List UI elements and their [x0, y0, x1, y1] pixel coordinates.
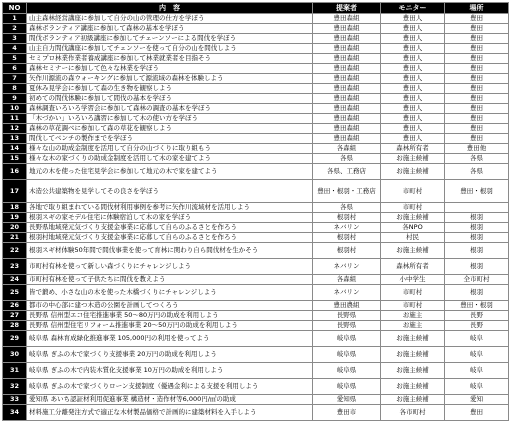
- table-row: [3, 347, 509, 363]
- row-monitor: 豊田人: [381, 14, 445, 24]
- row-content: 森林の草花調べに参加して森の草花を観察しよう: [27, 124, 313, 134]
- row-place: 根羽: [445, 243, 509, 259]
- row-monitor: 各NPO: [381, 223, 445, 233]
- header-place: 場所: [445, 3, 509, 14]
- table-row: [3, 311, 509, 321]
- row-monitor: 豊田人: [381, 104, 445, 114]
- row-content: 根羽村地域発元気づくり支援金事業に応募して自らのふるさとを作ろう: [27, 233, 313, 243]
- row-no: 13: [3, 134, 27, 144]
- row-content: 材料施工分離発注方式で適正な木材製品価格で計画的に建築材料を入手しよう: [27, 405, 313, 421]
- table-row: [3, 321, 509, 331]
- row-monitor: 市町村: [381, 203, 445, 213]
- row-place: 豊田: [445, 94, 509, 104]
- row-content: 山主森林経営講座に参加して自分の山の管理の仕方を学ぼう: [27, 14, 313, 24]
- row-monitor: 豊田人: [381, 134, 445, 144]
- row-place: 岐阜: [445, 379, 509, 395]
- row-content: 「木づかい」いろいろ講習に参加して木の使い方を学ぼう: [27, 114, 313, 124]
- row-proposer: 各県: [313, 154, 381, 164]
- row-no: 11: [3, 114, 27, 124]
- row-place: 長野: [445, 311, 509, 321]
- row-proposer: 豊田市: [313, 405, 381, 421]
- row-place: 豊田: [445, 405, 509, 421]
- table-row: [3, 14, 509, 24]
- table-row: [3, 124, 509, 134]
- row-no: 30: [3, 347, 27, 363]
- row-monitor: 豊田人: [381, 74, 445, 84]
- row-proposer: 愛知県: [313, 395, 381, 405]
- row-place: 根羽: [445, 213, 509, 223]
- row-content: 森林調査いろいろ学習会に参加して森林の調査の基本を学ぼう: [27, 104, 313, 114]
- row-place: 豊田・根羽: [445, 180, 509, 203]
- row-no: 1: [3, 14, 27, 24]
- row-no: 21: [3, 233, 27, 243]
- row-proposer: 豊田森組: [313, 94, 381, 104]
- row-content: 長野県 信州型住宅リフォーム推進事業 20〜50万円の助成を利用しよう: [27, 321, 313, 331]
- row-proposer: ネバリン: [313, 259, 381, 275]
- row-proposer: 岐阜県: [313, 379, 381, 395]
- row-place: 豊田: [445, 74, 509, 84]
- row-place: 豊田: [445, 114, 509, 124]
- row-monitor: 豊田人: [381, 24, 445, 34]
- row-no: 20: [3, 223, 27, 233]
- row-place: 豊田: [445, 84, 509, 94]
- row-place: 豊田: [445, 134, 509, 144]
- table-row: [3, 104, 509, 114]
- row-proposer: 岐阜県: [313, 347, 381, 363]
- row-monitor: お施主候補: [381, 363, 445, 379]
- row-proposer: 豊田森組: [313, 134, 381, 144]
- row-place: 岐阜: [445, 347, 509, 363]
- table-row: [3, 363, 509, 379]
- row-place: 各県: [445, 154, 509, 164]
- row-no: 24: [3, 275, 27, 285]
- row-content: 長野県地域発元気づくり支援金事業に応募して自らのふるさとを作ろう: [27, 223, 313, 233]
- row-place: 各県: [445, 164, 509, 180]
- row-monitor: お施主候補: [381, 395, 445, 405]
- row-proposer: 岐阜県: [313, 363, 381, 379]
- row-monitor: お施主候補: [381, 331, 445, 347]
- row-proposer: 長野県: [313, 311, 381, 321]
- row-proposer: 各森組: [313, 144, 381, 154]
- row-place: 豊田: [445, 124, 509, 134]
- row-monitor: お施主候補: [381, 243, 445, 259]
- table-row: [3, 134, 509, 144]
- table-row: [3, 84, 509, 94]
- row-monitor: お施主候補: [381, 379, 445, 395]
- table-row: [3, 213, 509, 223]
- row-content: 岐阜県 ぎふの木で家づくりローン支援制度（優遇金利による支援を利用しよう: [27, 379, 313, 395]
- row-place: 豊田・根羽: [445, 301, 509, 311]
- row-content: 根羽スギの家モデル住宅に体験宿泊して木の家を学ぼう: [27, 213, 313, 223]
- row-monitor: 森林所有者: [381, 144, 445, 154]
- row-content: 岐阜県 ぎふの木で家づくり支援事業 20万円の助成を利用しよう: [27, 347, 313, 363]
- header-no: NO: [3, 3, 27, 14]
- row-content: 岐阜県 ぎふの木で内装木質化支援事業 10万円の助成を利用しよう: [27, 363, 313, 379]
- row-content: 岐阜県 森林育成緑化推進事業 105,000円の利用を使ってよう: [27, 331, 313, 347]
- row-place: 根羽: [445, 259, 509, 275]
- row-place: 豊田: [445, 14, 509, 24]
- row-place: 全市町村: [445, 275, 509, 285]
- row-place: 愛知: [445, 395, 509, 405]
- row-proposer: 根羽村: [313, 213, 381, 223]
- table-row: [3, 34, 509, 44]
- row-place: 豊田: [445, 54, 509, 64]
- row-place: [445, 203, 509, 213]
- table-row: [3, 243, 509, 259]
- row-monitor: 小中学生: [381, 275, 445, 285]
- table-row: [3, 164, 509, 180]
- row-place: 根羽: [445, 233, 509, 243]
- row-place: 岐阜: [445, 363, 509, 379]
- row-no: 2: [3, 24, 27, 34]
- row-no: 33: [3, 395, 27, 405]
- row-monitor: お施主: [381, 311, 445, 321]
- row-content: 市町村有林を使って新しい森づくりにチャレンジしよう: [27, 259, 313, 275]
- row-place: 根羽: [445, 285, 509, 301]
- row-content: 様々な山の助成金制度を活用して自分の山づくりに取り組もう: [27, 144, 313, 154]
- row-content: 間伐ボランティア初級講座に参加してチェーンソーによる間伐を学ぼう: [27, 34, 313, 44]
- row-content: 木造公共建築物を見学してその良さを学ぼう: [27, 180, 313, 203]
- row-monitor: 豊田人: [381, 114, 445, 124]
- row-content: 間伐してベンチの製作までを学ぼう: [27, 134, 313, 144]
- row-content: 森林セミナーに参加して色々な林業を学ぼう: [27, 64, 313, 74]
- row-place: 岐阜: [445, 331, 509, 347]
- table-row: [3, 144, 509, 154]
- header-monitor: モニター: [381, 3, 445, 14]
- row-no: 25: [3, 285, 27, 301]
- row-place: 豊田: [445, 44, 509, 54]
- row-place: 根羽: [445, 223, 509, 233]
- row-content: 市町村有林を使って子供たちに間伐を教えよう: [27, 275, 313, 285]
- table-row: [3, 233, 509, 243]
- row-no: 18: [3, 203, 27, 213]
- row-monitor: 森林所有者: [381, 259, 445, 275]
- row-proposer: 各県: [313, 203, 381, 213]
- row-place: 豊田: [445, 24, 509, 34]
- row-no: 23: [3, 259, 27, 275]
- row-no: 7: [3, 74, 27, 84]
- table-body: [3, 14, 509, 421]
- row-proposer: 豊田森組: [313, 64, 381, 74]
- row-proposer: 長野県: [313, 321, 381, 331]
- table-row: [3, 24, 509, 34]
- table-row: [3, 114, 509, 124]
- row-proposer: 豊田森組: [313, 104, 381, 114]
- table-row: [3, 405, 509, 421]
- row-no: 19: [3, 213, 27, 223]
- row-place: 豊田他: [445, 144, 509, 154]
- row-proposer: 各県、工務店: [313, 164, 381, 180]
- row-no: 16: [3, 164, 27, 180]
- row-proposer: 豊田森組: [313, 14, 381, 24]
- row-no: 9: [3, 94, 27, 104]
- row-monitor: 村民: [381, 233, 445, 243]
- row-monitor: 豊田人: [381, 34, 445, 44]
- row-monitor: お施主: [381, 321, 445, 331]
- row-place: 豊田: [445, 64, 509, 74]
- row-monitor: 各市町村: [381, 405, 445, 421]
- row-no: 17: [3, 180, 27, 203]
- row-content: セミプロ林業作業者養成講座に参加して林業就業者を目指そう: [27, 54, 313, 64]
- row-no: 8: [3, 84, 27, 94]
- row-proposer: 豊田森組: [313, 124, 381, 134]
- row-no: 28: [3, 321, 27, 331]
- row-proposer: 豊田農組: [313, 301, 381, 311]
- table-row: [3, 223, 509, 233]
- row-proposer: 岐阜県: [313, 331, 381, 347]
- row-proposer: 豊田森組: [313, 24, 381, 34]
- row-no: 34: [3, 405, 27, 421]
- row-monitor: 市町村: [381, 301, 445, 311]
- row-no: 29: [3, 331, 27, 347]
- table-row: [3, 203, 509, 213]
- row-monitor: お施主候補: [381, 164, 445, 180]
- row-no: 4: [3, 44, 27, 54]
- row-proposer: 豊田森組: [313, 74, 381, 84]
- row-content: 矢作川源流の森ウォーキングに参加して源流域の森林を体験しよう: [27, 74, 313, 84]
- row-content: 森林ボランティア講座に参加して森林の基本を学ぼう: [27, 24, 313, 34]
- table-row: [3, 275, 509, 285]
- row-no: 3: [3, 34, 27, 44]
- table-row: [3, 154, 509, 164]
- row-content: 都市の中心部に建つ木造の公園を計画してつくろう: [27, 301, 313, 311]
- row-proposer: 豊田森組: [313, 84, 381, 94]
- row-content: 地元の木を使った住宅見学会に参加して地元の木で家を建てよう: [27, 164, 313, 180]
- row-monitor: 豊田人: [381, 54, 445, 64]
- row-no: 22: [3, 243, 27, 259]
- row-content: 夏休み見学会に参加して森の生き物を観察しよう: [27, 84, 313, 94]
- row-proposer: 根羽村: [313, 243, 381, 259]
- row-no: 32: [3, 379, 27, 395]
- row-no: 15: [3, 154, 27, 164]
- row-proposer: ネバリン: [313, 223, 381, 233]
- row-monitor: 豊田人: [381, 44, 445, 54]
- row-no: 27: [3, 311, 27, 321]
- row-content: 根羽スギ材体験50年間で間伐事業を使って育林に関わり自ら間伐材を生かそう: [27, 243, 313, 259]
- row-no: 12: [3, 124, 27, 134]
- project-table: [2, 2, 509, 421]
- table-row: [3, 64, 509, 74]
- row-no: 26: [3, 301, 27, 311]
- row-content: 皆で鍛め、小さな山の木を使った木橋づくりにチャレンジしよう: [27, 285, 313, 301]
- table-row: [3, 74, 509, 84]
- row-proposer: 豊田森組: [313, 114, 381, 124]
- row-proposer: 豊田・根羽・工務店: [313, 180, 381, 203]
- table-row: [3, 301, 509, 311]
- row-monitor: 市町村: [381, 180, 445, 203]
- row-no: 6: [3, 64, 27, 74]
- row-place: 豊田: [445, 34, 509, 44]
- header-content: 内 容: [27, 3, 313, 14]
- row-content: 様々な木の家づくりの助成金制度を活用して木の家を建てよう: [27, 154, 313, 164]
- row-content: 各地で取り組まれている間伐材利用事例を参考に矢作川流域材を活用しよう: [27, 203, 313, 213]
- row-place: 長野: [445, 321, 509, 331]
- row-monitor: お施主候補: [381, 347, 445, 363]
- header-row: [3, 3, 509, 14]
- row-no: 14: [3, 144, 27, 154]
- table-row: [3, 259, 509, 275]
- row-place: 豊田: [445, 104, 509, 114]
- row-proposer: 豊田森組: [313, 44, 381, 54]
- table-row: [3, 44, 509, 54]
- header-proposer: 提案者: [313, 3, 381, 14]
- row-content: 山主自力間伐講座に参加してチェンソーを使って自分の山を間伐しよう: [27, 44, 313, 54]
- row-content: 愛知県 あいち認証材利用促進事業 構造材・造作材等6,000円/㎥の助成: [27, 395, 313, 405]
- table-row: [3, 54, 509, 64]
- row-no: 5: [3, 54, 27, 64]
- table-row: [3, 395, 509, 405]
- row-monitor: 豊田人: [381, 94, 445, 104]
- row-monitor: 豊田人: [381, 124, 445, 134]
- row-no: 31: [3, 363, 27, 379]
- row-proposer: ネバリン: [313, 285, 381, 301]
- row-no: 10: [3, 104, 27, 114]
- row-monitor: お施主候補: [381, 154, 445, 164]
- row-proposer: 根羽村: [313, 233, 381, 243]
- row-monitor: お施主候補: [381, 213, 445, 223]
- row-content: 初めての間伐体験に参加して間伐の基本を学ぼう: [27, 94, 313, 104]
- row-monitor: 市町村: [381, 285, 445, 301]
- row-proposer: 各森組: [313, 275, 381, 285]
- table-row: [3, 331, 509, 347]
- row-proposer: 豊田森組: [313, 54, 381, 64]
- table-row: [3, 94, 509, 104]
- row-monitor: 豊田人: [381, 64, 445, 74]
- table-row: [3, 285, 509, 301]
- row-content: 長野県 信州型エコ住宅推進事業 50〜80万円の助成を利用しよう: [27, 311, 313, 321]
- row-proposer: 豊田森組: [313, 34, 381, 44]
- table-row: [3, 379, 509, 395]
- table-row: [3, 180, 509, 203]
- row-monitor: 豊田人: [381, 84, 445, 94]
